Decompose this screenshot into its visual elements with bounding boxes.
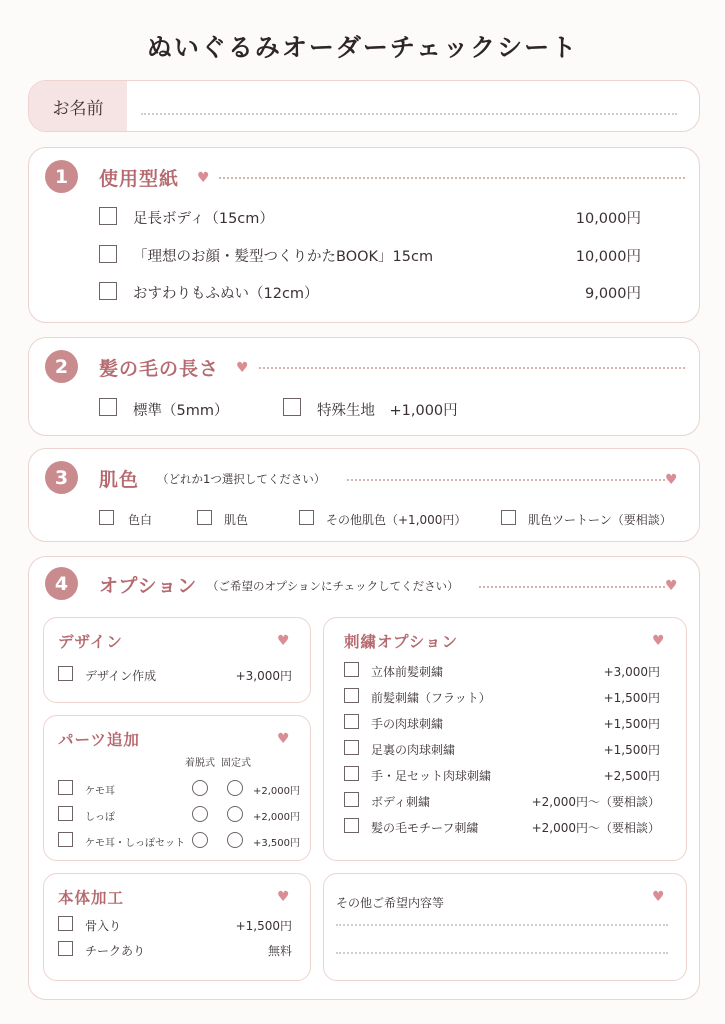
name-field[interactable] — [28, 80, 700, 132]
option-price: +2,500円 — [603, 769, 660, 783]
checkbox-body-0[interactable] — [58, 916, 73, 931]
checkbox-skin-0[interactable] — [99, 510, 114, 525]
other-requests-title: その他ご希望内容等 — [336, 896, 445, 910]
checkbox-body-1[interactable] — [58, 941, 73, 956]
body-processing-box — [43, 873, 311, 981]
section-hair-length — [28, 337, 700, 436]
section-number: 2 — [45, 350, 78, 383]
option-label: ケモ耳 — [85, 786, 115, 797]
option-label: おすわりもふぬい（12cm） — [133, 286, 319, 302]
heart-icon: ♥ — [277, 731, 290, 747]
divider — [259, 367, 685, 369]
option-price: +2,000円〜（要相談） — [531, 795, 660, 809]
option-label: 手の肉球刺繍 — [371, 717, 444, 731]
option-price: +1,500円 — [603, 691, 660, 705]
option-label: 肌色ツートーン（要相談） — [528, 513, 672, 527]
checkbox-embroidery-4[interactable] — [344, 766, 359, 781]
option-label: 肌色 — [224, 513, 249, 527]
embroidery-title: 刺繍オプション — [344, 633, 459, 651]
heart-icon: ♥ — [652, 889, 665, 905]
section-number: 4 — [45, 567, 78, 600]
option-label: デザイン作成 — [85, 669, 157, 683]
option-label: 標準（5mm） — [133, 403, 229, 419]
option-label: ボディ刺繍 — [371, 795, 431, 809]
option-label: 骨入り — [85, 919, 122, 933]
checkbox-embroidery-5[interactable] — [344, 792, 359, 807]
radio-detachable[interactable] — [192, 832, 208, 848]
section-title: 使用型紙 — [99, 168, 180, 190]
radio-detachable[interactable] — [192, 780, 208, 796]
option-label: ケモ耳・しっぽセット — [85, 838, 185, 849]
option-label: 手・足セット肉球刺繍 — [371, 769, 492, 783]
option-label: その他肌色（+1,000円） — [326, 513, 467, 527]
divider — [479, 586, 665, 588]
option-price: +1,500円 — [235, 919, 292, 933]
heart-icon: ♥ — [277, 633, 290, 649]
checkbox-embroidery-1[interactable] — [344, 688, 359, 703]
option-price: +3,000円 — [235, 669, 292, 683]
heart-icon: ♥ — [652, 633, 665, 649]
option-label: 足長ボディ（15cm） — [133, 211, 274, 227]
section-number: 1 — [45, 160, 78, 193]
radio-detachable[interactable] — [192, 806, 208, 822]
name-input-line[interactable] — [141, 113, 677, 115]
embroidery-box — [323, 617, 687, 861]
radio-fixed[interactable] — [227, 806, 243, 822]
checkbox-hair-0[interactable] — [99, 398, 117, 416]
divider — [219, 177, 685, 179]
option-label: 足裏の肉球刺繍 — [371, 743, 456, 757]
parts-box — [43, 715, 311, 861]
radio-fixed[interactable] — [227, 832, 243, 848]
column-header-fixed: 固定式 — [221, 758, 251, 769]
checkbox-parts-2[interactable] — [58, 832, 73, 847]
option-label: 特殊生地 +1,000円 — [317, 403, 458, 419]
design-box — [43, 617, 311, 703]
heart-icon: ♥ — [236, 360, 249, 376]
checkbox-pattern-1[interactable] — [99, 245, 117, 263]
design-title: デザイン — [58, 633, 123, 651]
option-price: +3,000円 — [603, 665, 660, 679]
option-price: 10,000円 — [575, 249, 641, 265]
option-price: +1,500円 — [603, 717, 660, 731]
option-label: 髪の毛モチーフ刺繍 — [371, 821, 479, 835]
name-label: お名前 — [29, 81, 127, 131]
radio-fixed[interactable] — [227, 780, 243, 796]
parts-title: パーツ追加 — [58, 731, 140, 749]
checkbox-pattern-2[interactable] — [99, 282, 117, 300]
checkbox-embroidery-0[interactable] — [344, 662, 359, 677]
option-price: 9,000円 — [584, 286, 641, 302]
heart-icon: ♥ — [665, 472, 678, 488]
section-skin-color — [28, 448, 700, 542]
section-note: （どれか1つ選択してください） — [157, 472, 326, 486]
divider — [347, 479, 665, 481]
checkbox-hair-1[interactable] — [283, 398, 301, 416]
checkbox-design-0[interactable] — [58, 666, 73, 681]
checkbox-parts-1[interactable] — [58, 806, 73, 821]
section-options — [28, 556, 700, 1000]
heart-icon: ♥ — [665, 578, 678, 594]
option-label: 前髪刺繍（フラット） — [371, 691, 491, 705]
option-label: 色白 — [128, 513, 153, 527]
checkbox-skin-3[interactable] — [501, 510, 516, 525]
checkbox-embroidery-2[interactable] — [344, 714, 359, 729]
heart-icon: ♥ — [277, 889, 290, 905]
checkbox-pattern-0[interactable] — [99, 207, 117, 225]
option-price: +2,000円 — [252, 786, 300, 797]
section-title: 髪の毛の長さ — [99, 358, 220, 380]
section-note: （ご希望のオプションにチェックしてください） — [207, 579, 459, 593]
option-label: 立体前髪刺繍 — [371, 665, 444, 679]
section-title: オプション — [99, 575, 198, 597]
body-processing-title: 本体加工 — [58, 889, 125, 907]
heart-icon: ♥ — [197, 170, 210, 186]
checkbox-skin-2[interactable] — [299, 510, 314, 525]
option-label: 「理想のお顔・髪型つくりかたBOOK」15cm — [133, 249, 434, 265]
checkbox-embroidery-6[interactable] — [344, 818, 359, 833]
option-label: チークあり — [85, 944, 146, 958]
checkbox-parts-0[interactable] — [58, 780, 73, 795]
option-price: +2,000円 — [252, 812, 300, 823]
other-requests-box[interactable] — [323, 873, 687, 981]
option-price: +2,000円〜（要相談） — [531, 821, 660, 835]
option-price: 10,000円 — [575, 211, 641, 227]
column-header-detachable: 着脱式 — [185, 758, 215, 769]
option-price: +1,500円 — [603, 743, 660, 757]
option-label: しっぽ — [85, 812, 115, 823]
section-number: 3 — [45, 461, 78, 494]
page-title: ぬいぐるみオーダーチェックシート — [146, 33, 579, 62]
checkbox-embroidery-3[interactable] — [344, 740, 359, 755]
option-price: +3,500円 — [252, 838, 300, 849]
section-pattern — [28, 147, 700, 323]
checkbox-skin-1[interactable] — [197, 510, 212, 525]
section-title: 肌色 — [99, 469, 140, 491]
option-price: 無料 — [267, 944, 292, 958]
other-requests-line-1[interactable] — [336, 924, 668, 926]
other-requests-line-2[interactable] — [336, 952, 668, 954]
